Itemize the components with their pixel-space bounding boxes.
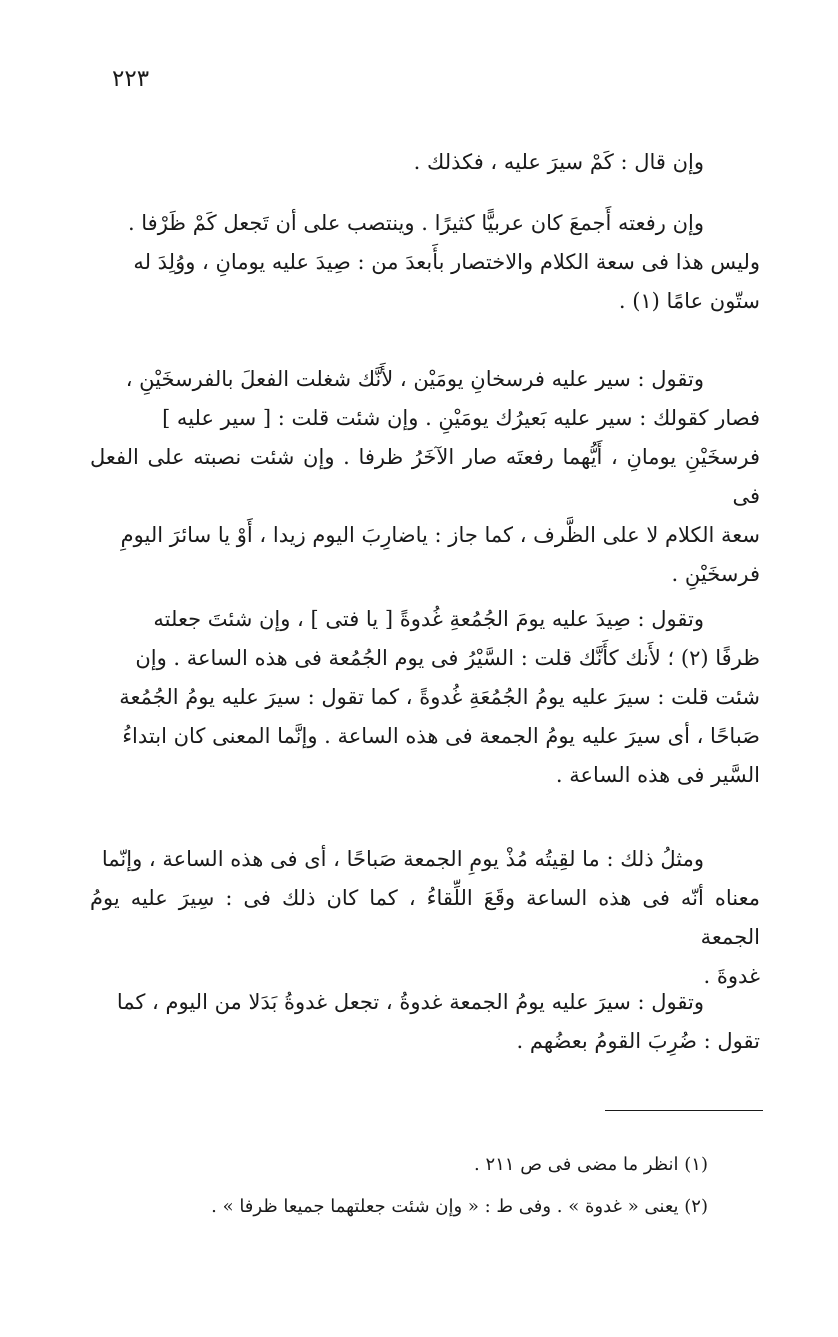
paragraph-line: ومثلُ ذلك : ما لقِيتُه مُذْ يومِ الجمعة صَباحًا ، أى فى هذه الساعة ، وإنّما: [101, 847, 704, 871]
footnote-1: (١) انظر ما مضى فى ص ٢١١ .: [474, 1154, 708, 1175]
paragraph-1: [90, 143, 760, 182]
paragraph-line: فصار كقولك : سير عليه بَعيرُك يومَيْنِ . وإن شئت قلت : [ سير عليه ]: [162, 406, 760, 430]
paragraph-line: تقول : ضُرِبَ القومُ بعضُهم .: [516, 1029, 760, 1053]
paragraph-line: سعة الكلام لا على الظَّرف ، كما جاز : ياضارِبَ اليوم زيدا ، أَوْ يا سائرَ اليومِ: [120, 523, 760, 547]
paragraph-4: [90, 600, 760, 795]
paragraph-3: [90, 360, 760, 594]
footnote-2: (٢) يعنى « غدوة » . وفى ط : « وإن شئت جعلتهما جميعا ظرفا » .: [211, 1196, 708, 1217]
paragraph-2: [90, 204, 760, 321]
paragraph-5: [90, 840, 760, 996]
paragraph-line: وإن قال : كَمْ سيرَ عليه ، فكذلك .: [413, 150, 704, 174]
footnote-separator: [605, 1110, 763, 1111]
paragraph-line: غدوةَ .: [703, 964, 760, 988]
paragraph-line: فرسخَيْنِ .: [671, 562, 760, 586]
paragraph-line: معناه أنّه فى هذه الساعة وقَعَ اللِّقاءُ ، كما كان ذلك فى : سِيرَ عليه يومُ الجمعة: [90, 886, 760, 949]
paragraph-line: وتقول : سيرَ عليه يومُ الجمعة غدوةُ ، تجعل غدوةُ بَدَلا من اليوم ، كما: [116, 990, 704, 1014]
paragraph-6: [90, 983, 760, 1061]
paragraph-line: صَباحًا ، أى سيرَ عليه يومُ الجمعة فى هذه الساعة . وإنَّما المعنى كان ابتداءُ: [122, 724, 760, 748]
paragraph-line: شئت قلت : سيرَ عليه يومُ الجُمُعَةِ غُدوةً ، كما تقول : سيرَ عليه يومُ الجُمُعة: [119, 685, 760, 709]
paragraph-line: وليس هذا فى سعة الكلام والاختصار بأَبعدَ من : صِيدَ عليه يومانِ ، ووُلِدَ له: [133, 250, 760, 274]
paragraph-line: ستّون عامًا (١) .: [618, 289, 760, 313]
paragraph-line: وتقول : سير عليه فرسخانِ يومَيْن ، لأَنَّك شغلت الفعلَ بالفرسخَيْنِ ،: [125, 367, 704, 391]
page-number: ٢٢٣: [112, 66, 150, 92]
paragraph-line: وتقول : صِيدَ عليه يومَ الجُمُعةِ غُدوةً [ يا فتى ] ، وإن شئتَ جعلته: [153, 607, 704, 631]
paragraph-line: فرسخَيْنِ يومانِ ، أَيُّهما رفعتَه صار الآخَرُ ظرفا . وإن شئت نصبته على الفعل فى: [90, 445, 760, 508]
paragraph-line: ظرفًا (٢) ؛ لأَنك كأَنَّك قلت : السَّيْرُ فى يوم الجُمُعة فى هذه الساعة . وإن: [135, 646, 760, 670]
paragraph-line: وإن رفعته أَجمعَ كان عربيًّا كثيرًا . وينتصب على أن تَجعل كَمْ ظَرْفا .: [127, 211, 704, 235]
paragraph-line: السَّير فى هذه الساعة .: [555, 763, 760, 787]
